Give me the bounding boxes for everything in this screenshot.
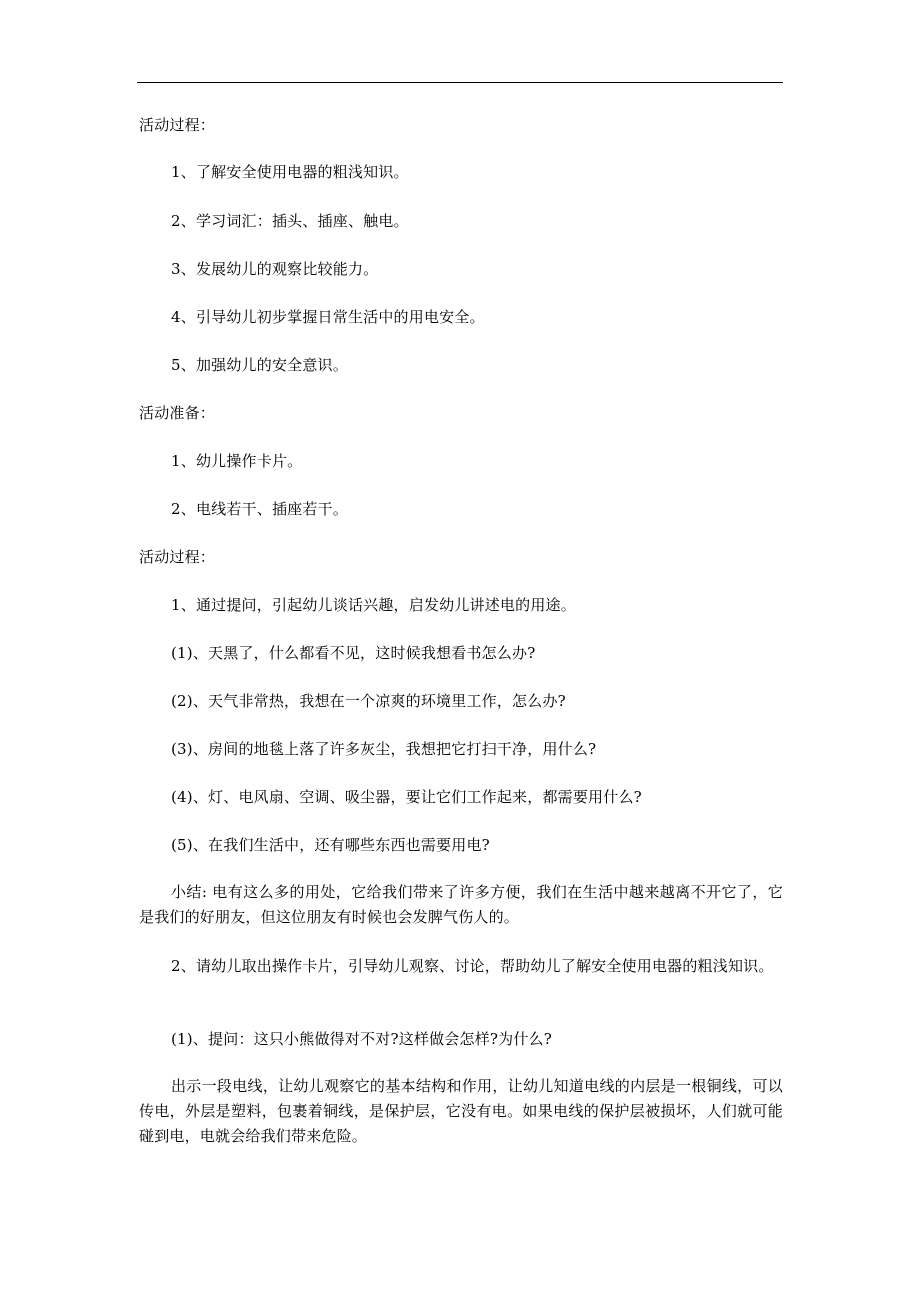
question-1: (1)、天黑了，什么都看不见，这时候我想看书怎么办? [171, 644, 536, 662]
header-rule [137, 82, 783, 83]
goal-item-2: 2、学习词汇：插头、插座、触电。 [171, 212, 409, 230]
goal-item-4: 4、引导幼儿初步掌握日常生活中的用电安全。 [171, 308, 485, 326]
preparation-item-1: 1、幼儿操作卡片。 [171, 452, 303, 470]
goal-item-1: 1、了解安全使用电器的粗浅知识。 [171, 163, 409, 181]
step-2-question: (1)、提问：这只小熊做得对不对?这样做会怎样?为什么? [171, 1030, 552, 1048]
preparation-item-2: 2、电线若干、插座若干。 [171, 500, 348, 518]
goal-item-5: 5、加强幼儿的安全意识。 [171, 356, 348, 374]
summary-paragraph: 小结: 电有这么多的用处，它给我们带来了许多方便，我们在生活中越来越离不开它了，它是我们的好朋友，但这位朋友有时候也会发脾气伤人的。 [139, 883, 783, 926]
heading-activity-preparation: 活动准备： [139, 404, 216, 422]
question-5: (5)、在我们生活中，还有哪些东西也需要用电? [171, 836, 490, 854]
wire-paragraph: 出示一段电线，让幼儿观察它的基本结构和作用，让幼儿知道电线的内层是一根铜线，可以传电，外层是塑料，包裹着铜线，是保护层，它没有电。如果电线的保护层被损坏，人们就可能碰到电，电就会给我们带来危险。 [139, 1077, 783, 1145]
question-3: (3)、房间的地毯上落了许多灰尘，我想把它打扫干净，用什么? [171, 740, 597, 758]
question-4: (4)、灯、电风扇、空调、吸尘器，要让它们工作起来，都需要用什么? [171, 788, 642, 806]
question-2: (2)、天气非常热，我想在一个凉爽的环境里工作，怎么办? [171, 692, 566, 710]
heading-activity-process-2: 活动过程： [139, 548, 216, 566]
step-1: 1、通过提问，引起幼儿谈话兴趣，启发幼儿讲述电的用途。 [171, 596, 576, 614]
step-2-paragraph: 2、请幼儿取出操作卡片，引导幼儿观察、讨论，帮助幼儿了解安全使用电器的粗浅知识。 [171, 957, 774, 975]
heading-activity-process: 活动过程： [139, 116, 216, 134]
goal-item-3: 3、发展幼儿的观察比较能力。 [171, 260, 379, 278]
